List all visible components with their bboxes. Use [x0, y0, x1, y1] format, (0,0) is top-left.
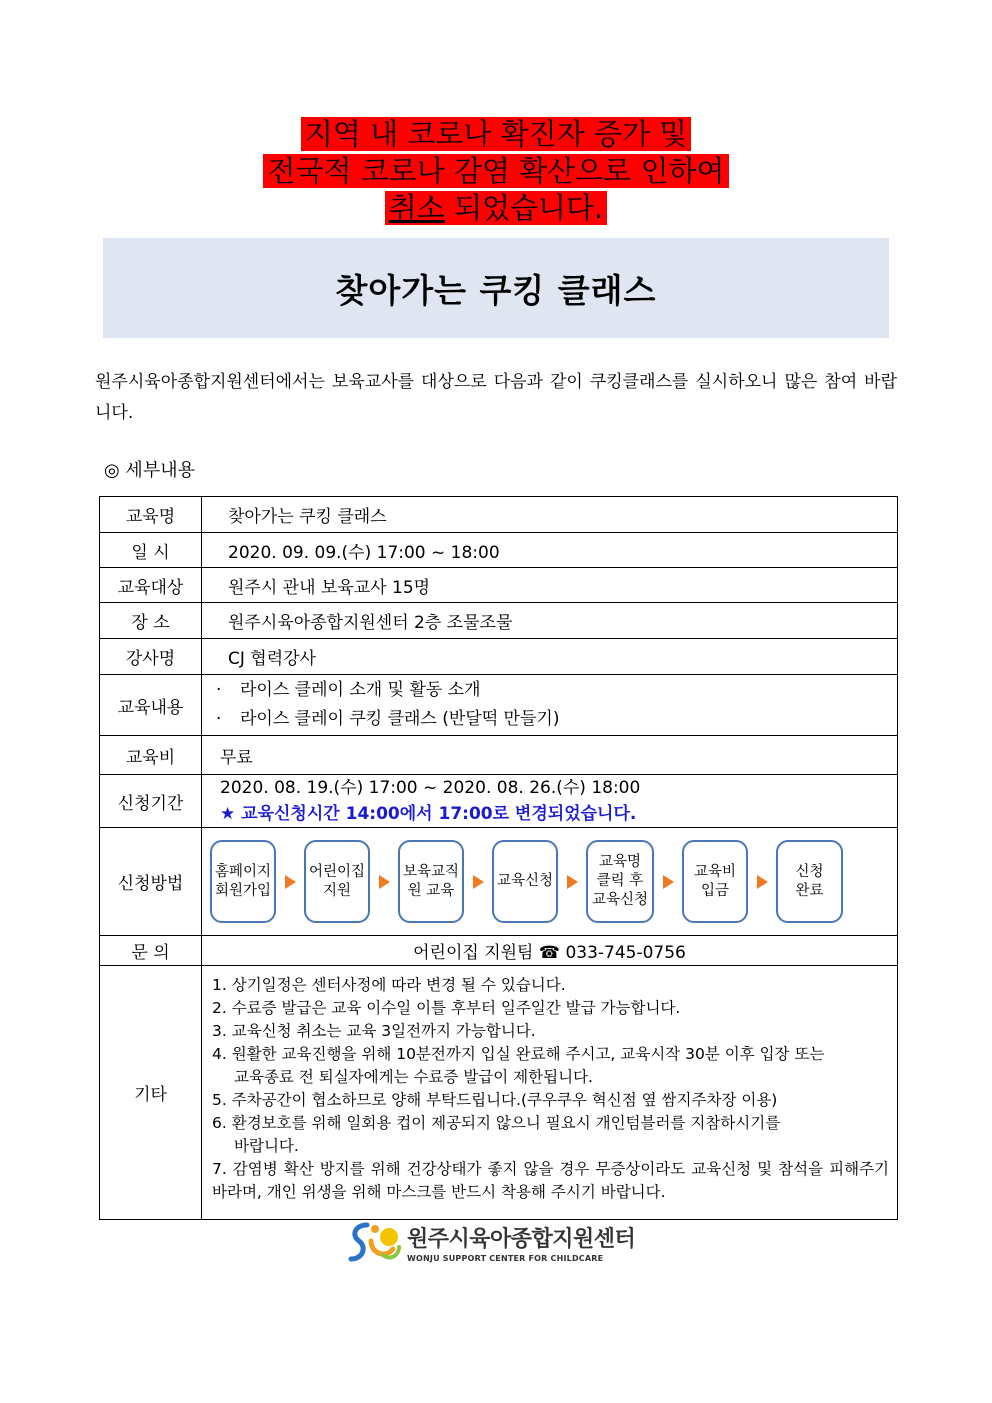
row-label-fee: 교육비: [100, 736, 202, 775]
notice-line-3: [385, 191, 608, 225]
table-row: [100, 675, 898, 736]
etc-item: 3. 교육신청 취소는 교육 3일전까지 가능합니다.: [212, 1022, 536, 1040]
table-row: [100, 568, 898, 603]
etc-item: 5. 주차공간이 협소하므로 양해 부탁드립니다.(쿠우쿠우 혁신점 옆 쌈지주차장 이용): [212, 1091, 778, 1109]
row-label-course: 교육명: [100, 497, 202, 533]
row-label-target: 교육대상: [100, 568, 202, 603]
contact-value: 어린이집 지원팀 ☎ 033-745-0756: [202, 936, 898, 966]
table-row: [100, 603, 898, 639]
content-item: [202, 705, 897, 734]
step-text: 원 교육: [407, 882, 455, 899]
row-label-instructor: 강사명: [100, 639, 202, 675]
bullet-dot: ·: [216, 680, 222, 700]
center-logo-icon: [345, 1219, 403, 1265]
row-label-period: 신청기간: [100, 775, 202, 828]
arrow-right-icon: [285, 875, 296, 889]
table-row: [100, 736, 898, 775]
step-text: 교육신청: [496, 873, 554, 889]
content-item-text: 라이스 클레이 소개 및 활동 소개: [240, 680, 481, 700]
table-row: [100, 533, 898, 568]
step-text: 지원: [322, 882, 351, 899]
etc-item: 교육종료 전 퇴실자에게는 수료증 발급이 제한됩니다.: [234, 1068, 593, 1086]
step-box: [586, 840, 654, 923]
etc-item: 6. 환경보호를 위해 일회용 컵이 제공되지 않으니 필요시 개인텀블러를 지참하시기를: [212, 1114, 781, 1132]
row-label-etc: 기타: [100, 966, 202, 1220]
etc-item: 2. 수료증 발급은 교육 이수일 이틀 후부터 일주일간 발급 가능합니다.: [212, 999, 681, 1017]
method-value: [202, 828, 898, 936]
step-text: 입금: [700, 882, 729, 899]
application-steps: [202, 840, 897, 923]
etc-item: 7. 감염병 확산 방지를 위해 건강상태가 좋지 않을 경우 무증상이라도 교육신청 및 참석을 피해주기 바라며, 개인 위생을 위해 마스크를 반드시 착용해 주시기 바랍니다.: [212, 1160, 889, 1201]
step-text: 홈페이지: [214, 863, 272, 880]
step-text: 보육교직: [402, 863, 460, 880]
datetime-value: 2020. 09. 09.(수) 17:00 ~ 18:00: [202, 533, 898, 568]
section-heading: ◎ 세부내용: [104, 460, 195, 481]
table-row: [100, 497, 898, 533]
notice-cancel-word: 취소: [388, 191, 445, 225]
arrow-right-icon: [663, 875, 674, 889]
content-item-text: 라이스 클레이 쿠킹 클래스 (반달떡 만들기): [240, 709, 560, 729]
step-box: [304, 840, 370, 923]
period-value: [202, 775, 898, 828]
details-table: [99, 496, 898, 1220]
step-text: 신청: [795, 863, 824, 880]
arrow-right-icon: [757, 875, 768, 889]
table-row: [100, 828, 898, 936]
table-row: [100, 966, 898, 1220]
table-row: [100, 639, 898, 675]
place-value: 원주시육아종합지원센터 2층 조물조물: [202, 603, 898, 639]
row-label-datetime: 일 시: [100, 533, 202, 568]
center-logo: [345, 1219, 635, 1265]
logo-name-en: WONJU SUPPORT CENTER FOR CHILDCARE: [407, 1253, 604, 1263]
step-text: 교육신청: [591, 892, 649, 908]
table-row: [100, 936, 898, 966]
table-row: [100, 775, 898, 828]
arrow-right-icon: [379, 875, 390, 889]
course-name-value: 찾아가는 쿠킹 클래스: [202, 497, 898, 533]
period-change-notice: ★ 교육신청시간 14:00에서 17:00로 변경되었습니다.: [220, 804, 637, 824]
etc-value: [202, 966, 898, 1220]
notice-line-3-rest: 되었습니다.: [444, 191, 604, 225]
step-box: [776, 840, 843, 923]
bullet-dot: ·: [216, 709, 222, 729]
step-text: 어린이집: [308, 863, 366, 880]
step-box: [398, 840, 464, 923]
arrow-right-icon: [473, 875, 484, 889]
logo-name-ko: 원주시육아종합지원센터: [407, 1226, 636, 1252]
etc-item: 바랍니다.: [234, 1137, 299, 1155]
target-value: 원주시 관내 보육교사 15명: [202, 568, 898, 603]
content-item: [202, 676, 897, 705]
intro-paragraph: 원주시육아종합지원센터에서는 보육교사를 대상으로 다음과 같이 쿠킹클래스를 실시하오니 많은 참여 바랍니다.: [95, 372, 897, 423]
cancellation-notice: [0, 116, 992, 227]
arrow-right-icon: [567, 875, 578, 889]
row-label-method: 신청방법: [100, 828, 202, 936]
content-value: [202, 675, 898, 736]
instructor-value: CJ 협력강사: [202, 639, 898, 675]
step-box: [210, 840, 276, 923]
step-box: [492, 840, 558, 923]
step-text: 교육명: [598, 854, 642, 870]
title-banner: [103, 238, 889, 338]
notice-line-1: 지역 내 코로나 확진자 증가 및: [301, 117, 691, 151]
etc-item: 4. 원활한 교육진행을 위해 10분전까지 입실 완료해 주시고, 교육시작 30분 이후 입장 또는: [212, 1045, 825, 1063]
step-text: 교육비: [693, 863, 737, 880]
row-label-place: 장 소: [100, 603, 202, 639]
period-dates: 2020. 08. 19.(수) 17:00 ~ 2020. 08. 26.(수) 18:00: [220, 778, 641, 798]
row-label-contact: 문 의: [100, 936, 202, 966]
etc-item: 1. 상기일정은 센터사정에 따라 변경 될 수 있습니다.: [212, 976, 566, 994]
step-box: [682, 840, 748, 923]
page-title: 찾아가는 쿠킹 클래스: [335, 270, 657, 310]
row-label-content: 교육내용: [100, 675, 202, 736]
notice-line-2: 전국적 코로나 감염 확산으로 인하여: [263, 154, 728, 188]
step-text: 회원가입: [214, 882, 272, 899]
step-text: 클릭 후: [596, 873, 644, 889]
fee-value: 무료: [202, 736, 898, 775]
step-text: 완료: [795, 882, 824, 899]
